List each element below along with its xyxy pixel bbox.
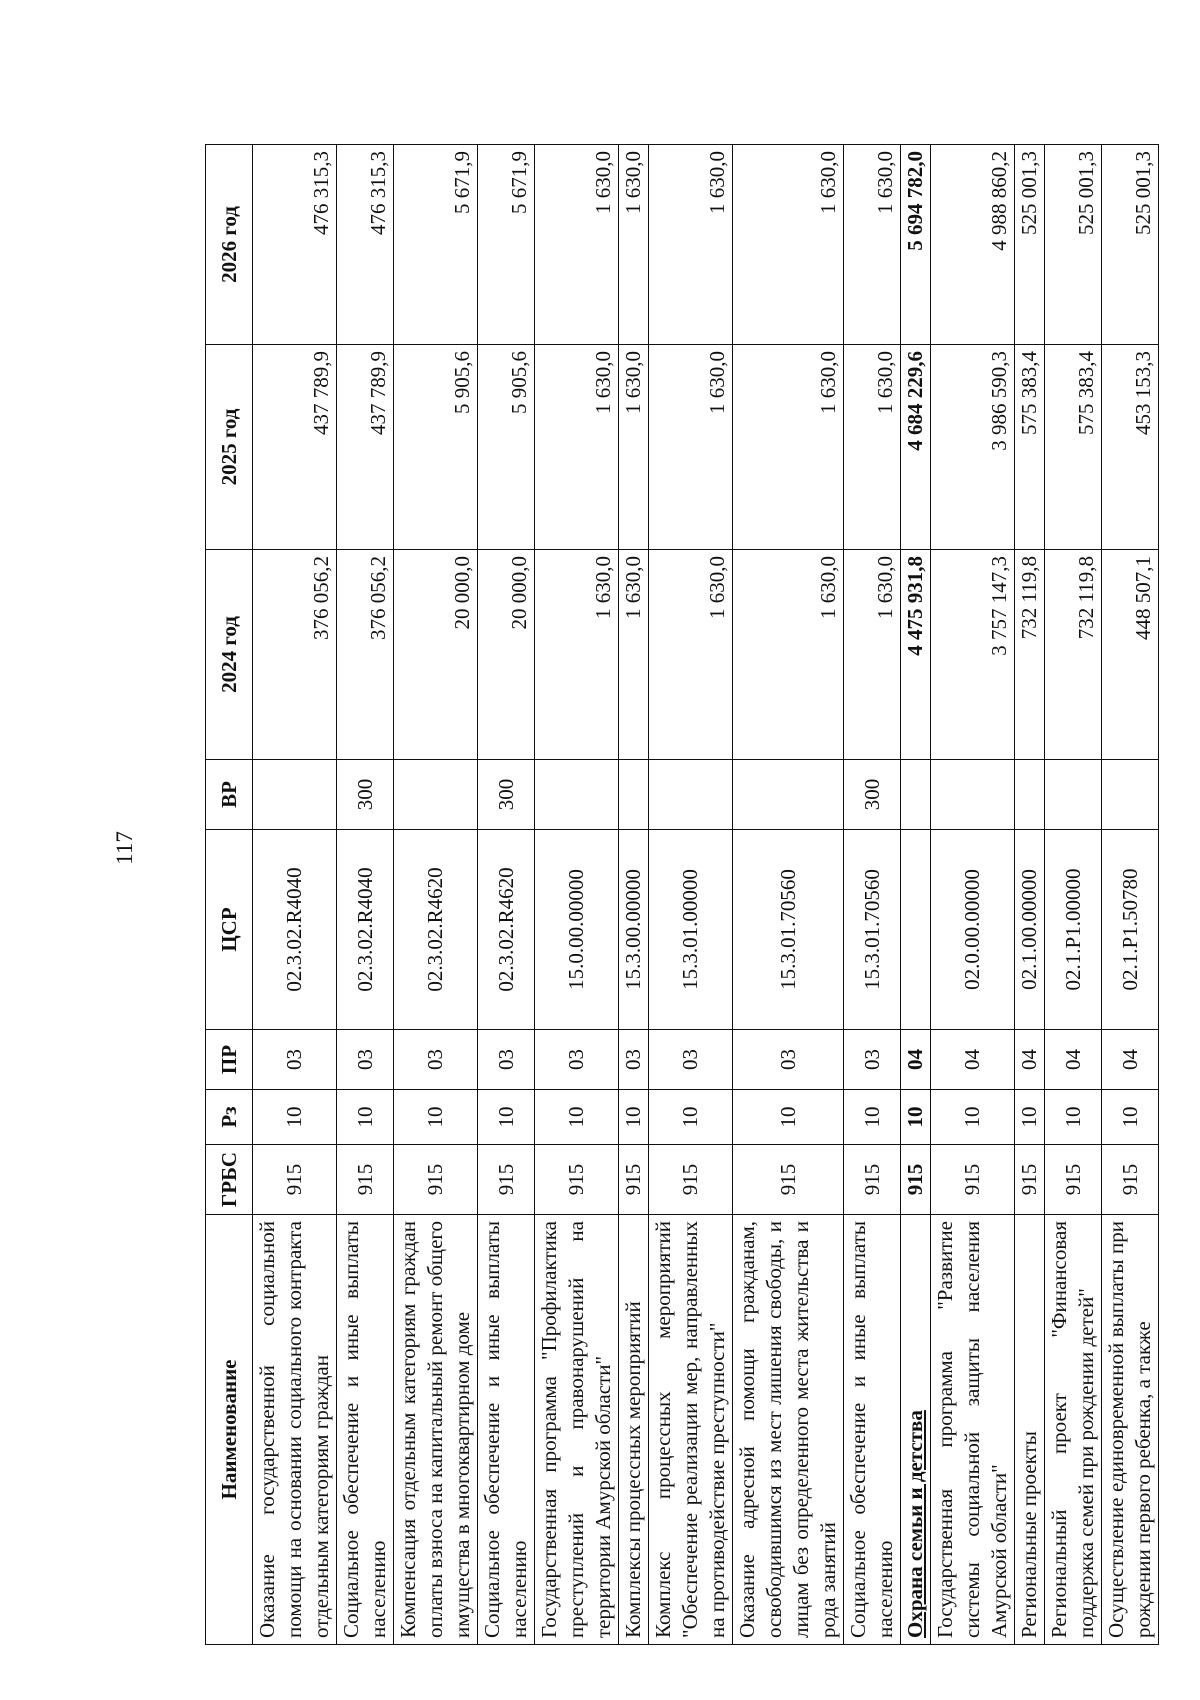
grbs-code: 915 [337, 1145, 394, 1215]
rz-code: 10 [931, 1090, 1015, 1145]
pr-code: 03 [619, 1030, 649, 1090]
col-name-header: Наименование [206, 1215, 253, 1645]
row-name: Оказание государственной социальной помощи на основании социального контракта отдельным категориям граждан [253, 1215, 337, 1645]
row-name: Социальное обеспечение и иные выплаты населению [844, 1215, 901, 1645]
row-name: Компенсация отдельным категориям граждан оплаты взноса на капитальный ремонт общего имущества в многоквартирном доме [394, 1215, 478, 1645]
vr-code [619, 760, 649, 830]
amount-2026: 5 694 782,0 [901, 145, 931, 345]
grbs-code: 915 [394, 1145, 478, 1215]
vr-code: 300 [337, 760, 394, 830]
rz-code: 10 [1045, 1090, 1102, 1145]
amount-2025: 437 789,9 [337, 345, 394, 550]
col-grbs-header: ГРБС [206, 1145, 253, 1215]
table-row [1045, 145, 1102, 1645]
vr-code [535, 760, 619, 830]
row-name: Государственная программа "Развитие системы социальной защиты населения Амурской области" [931, 1215, 1015, 1645]
csr-code: 02.0.00.00000 [931, 830, 1015, 1030]
rz-code: 10 [337, 1090, 394, 1145]
pr-code: 03 [649, 1030, 733, 1090]
vr-code [649, 760, 733, 830]
table-row [844, 145, 901, 1645]
csr-code: 02.3.02.R4040 [253, 830, 337, 1030]
amount-2025: 5 905,6 [394, 345, 478, 550]
amount-2024: 20 000,0 [478, 550, 535, 760]
vr-code [1045, 760, 1102, 830]
amount-2026: 5 671,9 [478, 145, 535, 345]
table-row [649, 145, 733, 1645]
csr-code: 02.3.02.R4620 [478, 830, 535, 1030]
amount-2024: 448 507,1 [1102, 550, 1159, 760]
page-number: 117 [112, 831, 137, 865]
rz-code: 10 [394, 1090, 478, 1145]
amount-2025: 3 986 590,3 [931, 345, 1015, 550]
grbs-code: 915 [1045, 1145, 1102, 1215]
csr-code: 02.1.00.00000 [1015, 830, 1045, 1030]
amount-2026: 476 315,3 [253, 145, 337, 345]
pr-code: 04 [1102, 1030, 1159, 1090]
row-name: Региональные проекты [1015, 1215, 1045, 1645]
amount-2024: 732 119,8 [1015, 550, 1045, 760]
csr-code: 02.1.P1.50780 [1102, 830, 1159, 1030]
amount-2025: 4 684 229,6 [901, 345, 931, 550]
pr-code: 03 [535, 1030, 619, 1090]
pr-code: 04 [1015, 1030, 1045, 1090]
amount-2026: 525 001,3 [1015, 145, 1045, 345]
table-row [1102, 145, 1159, 1645]
vr-code [394, 760, 478, 830]
grbs-code: 915 [478, 1145, 535, 1215]
csr-code: 15.3.01.70560 [733, 830, 844, 1030]
amount-2026: 1 630,0 [649, 145, 733, 345]
row-name: Комплекс процессных мероприятий "Обеспечение реализации мер, направленных на противодействие преступности" [649, 1215, 733, 1645]
col-vr-header: ВР [206, 760, 253, 830]
amount-2024: 1 630,0 [733, 550, 844, 760]
amount-2026: 1 630,0 [535, 145, 619, 345]
amount-2024: 20 000,0 [394, 550, 478, 760]
table-row [901, 145, 931, 1645]
amount-2024: 732 119,8 [1045, 550, 1102, 760]
rz-code: 10 [535, 1090, 619, 1145]
amount-2025: 575 383,4 [1045, 345, 1102, 550]
col-2025-header: 2025 год [206, 345, 253, 550]
vr-code [733, 760, 844, 830]
csr-code: 15.0.00.00000 [535, 830, 619, 1030]
table-row [337, 145, 394, 1645]
table-row [931, 145, 1015, 1645]
rz-code: 10 [253, 1090, 337, 1145]
rz-code: 10 [649, 1090, 733, 1145]
pr-code: 04 [931, 1030, 1015, 1090]
grbs-code: 915 [901, 1145, 931, 1215]
pr-code: 03 [478, 1030, 535, 1090]
table-body [253, 145, 1159, 1645]
vr-code [931, 760, 1015, 830]
table-row [478, 145, 535, 1645]
row-name: Социальное обеспечение и иные выплаты населению [337, 1215, 394, 1645]
pr-code: 04 [901, 1030, 931, 1090]
grbs-code: 915 [844, 1145, 901, 1215]
rotated-table-wrapper [205, 145, 1155, 1645]
csr-code: 15.3.01.70560 [844, 830, 901, 1030]
grbs-code: 915 [1015, 1145, 1045, 1215]
pr-code: 03 [844, 1030, 901, 1090]
budget-table [205, 144, 1159, 1645]
table-row [619, 145, 649, 1645]
pr-code: 03 [337, 1030, 394, 1090]
table-row [394, 145, 478, 1645]
row-name: Охрана семьи и детства [901, 1215, 931, 1645]
amount-2025: 1 630,0 [535, 345, 619, 550]
pr-code: 04 [1045, 1030, 1102, 1090]
rz-code: 10 [619, 1090, 649, 1145]
csr-code: 02.1.P1.00000 [1045, 830, 1102, 1030]
amount-2024: 376 056,2 [253, 550, 337, 760]
amount-2026: 476 315,3 [337, 145, 394, 345]
rz-code: 10 [733, 1090, 844, 1145]
amount-2025: 1 630,0 [844, 345, 901, 550]
col-2026-header: 2026 год [206, 145, 253, 345]
amount-2025: 1 630,0 [733, 345, 844, 550]
amount-2024: 1 630,0 [844, 550, 901, 760]
grbs-code: 915 [733, 1145, 844, 1215]
amount-2024: 1 630,0 [649, 550, 733, 760]
rz-code: 10 [1015, 1090, 1045, 1145]
csr-code: 15.3.00.00000 [619, 830, 649, 1030]
grbs-code: 915 [619, 1145, 649, 1215]
grbs-code: 915 [931, 1145, 1015, 1215]
amount-2025: 1 630,0 [619, 345, 649, 550]
amount-2026: 1 630,0 [619, 145, 649, 345]
amount-2024: 376 056,2 [337, 550, 394, 760]
col-2024-header: 2024 год [206, 550, 253, 760]
amount-2025: 453 153,3 [1102, 345, 1159, 550]
row-name: Комплексы процессных мероприятий [619, 1215, 649, 1645]
grbs-code: 915 [535, 1145, 619, 1215]
amount-2025: 1 630,0 [649, 345, 733, 550]
table-header-row [206, 145, 253, 1645]
rz-code: 10 [478, 1090, 535, 1145]
csr-code: 02.3.02.R4040 [337, 830, 394, 1030]
table-row [535, 145, 619, 1645]
vr-code: 300 [844, 760, 901, 830]
amount-2026: 5 671,9 [394, 145, 478, 345]
grbs-code: 915 [649, 1145, 733, 1215]
row-name: Государственная программа "Профилактика преступлений и правонарушений на территории Амурской области" [535, 1215, 619, 1645]
amount-2024: 1 630,0 [619, 550, 649, 760]
grbs-code: 915 [1102, 1145, 1159, 1215]
table-row [1015, 145, 1045, 1645]
vr-code [1102, 760, 1159, 830]
col-rz-header: Рз [206, 1090, 253, 1145]
row-name: Осуществление единовременной выплаты при рождении первого ребенка, а также [1102, 1215, 1159, 1645]
rz-code: 10 [1102, 1090, 1159, 1145]
col-pr-header: ПР [206, 1030, 253, 1090]
amount-2024: 4 475 931,8 [901, 550, 931, 760]
col-csr-header: ЦСР [206, 830, 253, 1030]
amount-2026: 525 001,3 [1045, 145, 1102, 345]
amount-2026: 1 630,0 [844, 145, 901, 345]
table-row [253, 145, 337, 1645]
amount-2025: 575 383,4 [1015, 345, 1045, 550]
amount-2024: 1 630,0 [535, 550, 619, 760]
table-row [733, 145, 844, 1645]
vr-code [1015, 760, 1045, 830]
rz-code: 10 [844, 1090, 901, 1145]
row-name: Региональный проект "Финансовая поддержка семей при рождении детей" [1045, 1215, 1102, 1645]
csr-code: 02.3.02.R4620 [394, 830, 478, 1030]
vr-code [253, 760, 337, 830]
amount-2025: 437 789,9 [253, 345, 337, 550]
row-name: Оказание адресной помощи гражданам, освободившимся из мест лишения свободы, и лицам без определенного места жительства и рода занятий [733, 1215, 844, 1645]
grbs-code: 915 [253, 1145, 337, 1215]
amount-2026: 525 001,3 [1102, 145, 1159, 345]
rz-code: 10 [901, 1090, 931, 1145]
csr-code: 15.3.01.00000 [649, 830, 733, 1030]
amount-2026: 1 630,0 [733, 145, 844, 345]
pr-code: 03 [253, 1030, 337, 1090]
vr-code [901, 760, 931, 830]
vr-code: 300 [478, 760, 535, 830]
amount-2024: 3 757 147,3 [931, 550, 1015, 760]
csr-code [901, 830, 931, 1030]
pr-code: 03 [733, 1030, 844, 1090]
amount-2025: 5 905,6 [478, 345, 535, 550]
row-name: Социальное обеспечение и иные выплаты населению [478, 1215, 535, 1645]
amount-2026: 4 988 860,2 [931, 145, 1015, 345]
pr-code: 03 [394, 1030, 478, 1090]
